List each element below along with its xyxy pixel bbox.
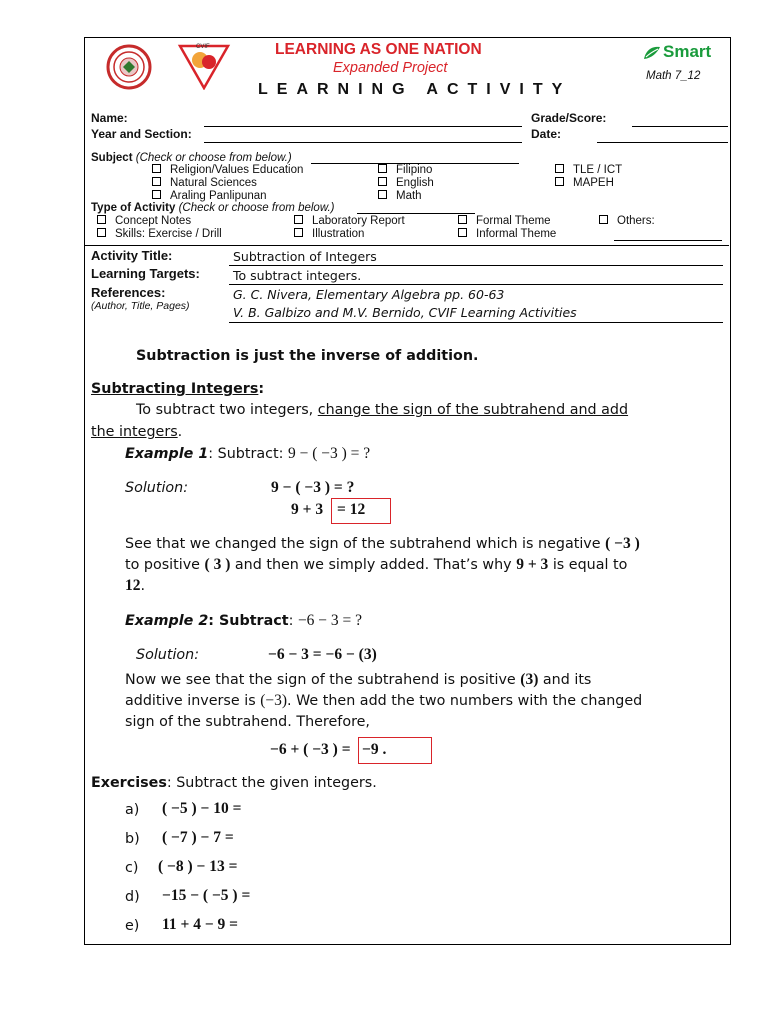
exercise-item: c) xyxy=(125,860,139,876)
explanation-1-line-2: to positive ( 3 ) and then we simply added. That’s why 9 + 3 is equal to xyxy=(125,556,628,573)
activity-heading: LEARNING ACTIVITY xyxy=(258,81,572,98)
year-section-field[interactable] xyxy=(204,142,522,143)
checkbox-icon[interactable] xyxy=(599,215,608,224)
targets-line xyxy=(229,284,723,285)
year-section-label: Year and Section: xyxy=(91,127,192,141)
checkbox-icon[interactable] xyxy=(378,177,387,186)
type-hint: (Check or choose from below.) xyxy=(178,202,335,214)
solution-2-expr: −6 − 3 = −6 − (3) xyxy=(268,646,377,663)
checkbox-icon[interactable] xyxy=(152,190,161,199)
rule-line-1: To subtract two integers, change the sign of the subtrahend and add xyxy=(136,402,629,418)
example-2: Example 2: Subtract: −6 − 3 = ? xyxy=(125,612,363,629)
header-title: LEARNING AS ONE NATION xyxy=(275,41,482,58)
intro-text: Subtraction is just the inverse of addition. xyxy=(136,348,479,364)
exercises-heading: Exercises: Subtract the given integers. xyxy=(91,775,377,791)
activity-title-line xyxy=(229,265,723,266)
checkbox-icon[interactable] xyxy=(555,177,564,186)
explanation-1-line-1: See that we changed the sign of the subtrahend which is negative ( −3 ) xyxy=(125,535,640,552)
checkbox-icon[interactable] xyxy=(294,228,303,237)
example-1: Example 1: Subtract: 9 − ( −3 ) = ? xyxy=(125,445,371,462)
course-code: Math 7_12 xyxy=(646,70,701,82)
solution-label-2: Solution: xyxy=(136,647,200,663)
checkbox-icon[interactable] xyxy=(152,177,161,186)
others-field[interactable] xyxy=(614,240,722,241)
school-seal-icon xyxy=(106,44,152,90)
explanation-2-line-2: additive inverse is (−3). We then add the two numbers with the changed xyxy=(125,692,643,709)
section-heading: Subtracting Integers: xyxy=(91,381,265,397)
subject-option[interactable]: Math xyxy=(378,190,422,202)
date-field[interactable] xyxy=(597,142,728,143)
exercise-expr: ( −7 ) − 7 = xyxy=(162,829,234,846)
smart-wordmark: Smart xyxy=(663,42,712,61)
references-line xyxy=(229,322,723,323)
exercise-item: e) xyxy=(125,918,140,934)
checkbox-icon[interactable] xyxy=(555,164,564,173)
name-field[interactable] xyxy=(204,126,522,127)
type-option[interactable]: Skills: Exercise / Drill xyxy=(97,228,222,240)
checkbox-icon[interactable] xyxy=(458,228,467,237)
smart-logo xyxy=(643,42,725,64)
checkbox-icon[interactable] xyxy=(378,190,387,199)
exercise-expr: 11 + 4 − 9 = xyxy=(162,916,239,933)
solution-1-line-2b: = 12 xyxy=(337,501,366,518)
name-label: Name: xyxy=(91,111,128,125)
final-answer: −9 . xyxy=(362,741,387,758)
rule-line-2: the integers. xyxy=(91,424,183,440)
type-heading xyxy=(91,202,335,214)
final-expr: −6 + ( −3 ) = xyxy=(270,741,351,758)
type-label: Type of Activity xyxy=(91,202,176,214)
type-option[interactable]: Concept Notes xyxy=(97,215,191,227)
checkbox-icon[interactable] xyxy=(378,164,387,173)
targets-label: Learning Targets: xyxy=(91,266,200,281)
references-label: References: xyxy=(91,285,166,300)
subject-label: Subject xyxy=(91,152,133,164)
explanation-2-line-3: sign of the subtrahend. Therefore, xyxy=(125,714,370,730)
exercise-item: d) xyxy=(125,889,140,905)
solution-label-1: Solution: xyxy=(125,480,189,496)
type-option[interactable]: Illustration xyxy=(294,228,364,240)
cvif-dlp-logo-icon xyxy=(176,40,232,90)
subject-option[interactable]: MAPEH xyxy=(555,177,614,189)
type-option[interactable]: Formal Theme xyxy=(458,215,551,227)
exercise-expr: −15 − ( −5 ) = xyxy=(162,887,251,904)
exercise-item: b) xyxy=(125,831,140,847)
checkbox-icon[interactable] xyxy=(97,215,106,224)
type-option[interactable]: Laboratory Report xyxy=(294,215,405,227)
activity-title-value: Subtraction of Integers xyxy=(233,249,377,264)
subject-option[interactable]: English xyxy=(378,177,434,189)
exercise-expr: ( −5 ) − 10 = xyxy=(162,800,242,817)
checkbox-icon[interactable] xyxy=(152,164,161,173)
explanation-1-line-3: 12. xyxy=(125,577,146,594)
targets-value: To subtract integers. xyxy=(233,268,362,283)
reference-2: V. B. Galbizo and M.V. Bernido, CVIF Learning Activities xyxy=(233,305,577,320)
header-subtitle: Expanded Project xyxy=(333,60,448,76)
solution-1-line-2a: 9 + 3 xyxy=(291,501,324,518)
subject-option[interactable]: TLE / ICT xyxy=(555,164,622,176)
subject-option[interactable]: Religion/Values Education xyxy=(152,164,303,176)
type-line xyxy=(357,213,475,214)
subject-hint: (Check or choose from below.) xyxy=(135,152,292,164)
grade-field[interactable] xyxy=(632,126,728,127)
divider xyxy=(84,245,729,246)
explanation-2-line-1: Now we see that the sign of the subtrahend is positive (3) and its xyxy=(125,671,592,688)
svg-text:CVIF: CVIF xyxy=(196,44,210,50)
date-label: Date: xyxy=(531,127,562,141)
exercise-item: a) xyxy=(125,802,140,818)
subject-heading xyxy=(91,152,292,164)
checkbox-icon[interactable] xyxy=(97,228,106,237)
reference-1: G. C. Nivera, Elementary Algebra pp. 60-63 xyxy=(233,287,505,302)
type-option[interactable]: Others: xyxy=(599,215,655,227)
checkbox-icon[interactable] xyxy=(294,215,303,224)
grade-label: Grade/Score: xyxy=(531,111,607,125)
references-hint: (Author, Title, Pages) xyxy=(91,300,190,312)
type-option[interactable]: Informal Theme xyxy=(458,228,556,240)
smart-leaf-icon xyxy=(643,45,661,61)
subject-option[interactable]: Filipino xyxy=(378,164,432,176)
checkbox-icon[interactable] xyxy=(458,215,467,224)
subject-option[interactable]: Natural Sciences xyxy=(152,177,257,189)
solution-1-line-1: 9 − ( −3 ) = ? xyxy=(271,479,355,496)
subject-option[interactable]: Araling Panlipunan xyxy=(152,190,267,202)
activity-title-label: Activity Title: xyxy=(91,248,173,263)
exercise-expr: ( −8 ) − 13 = xyxy=(158,858,238,875)
